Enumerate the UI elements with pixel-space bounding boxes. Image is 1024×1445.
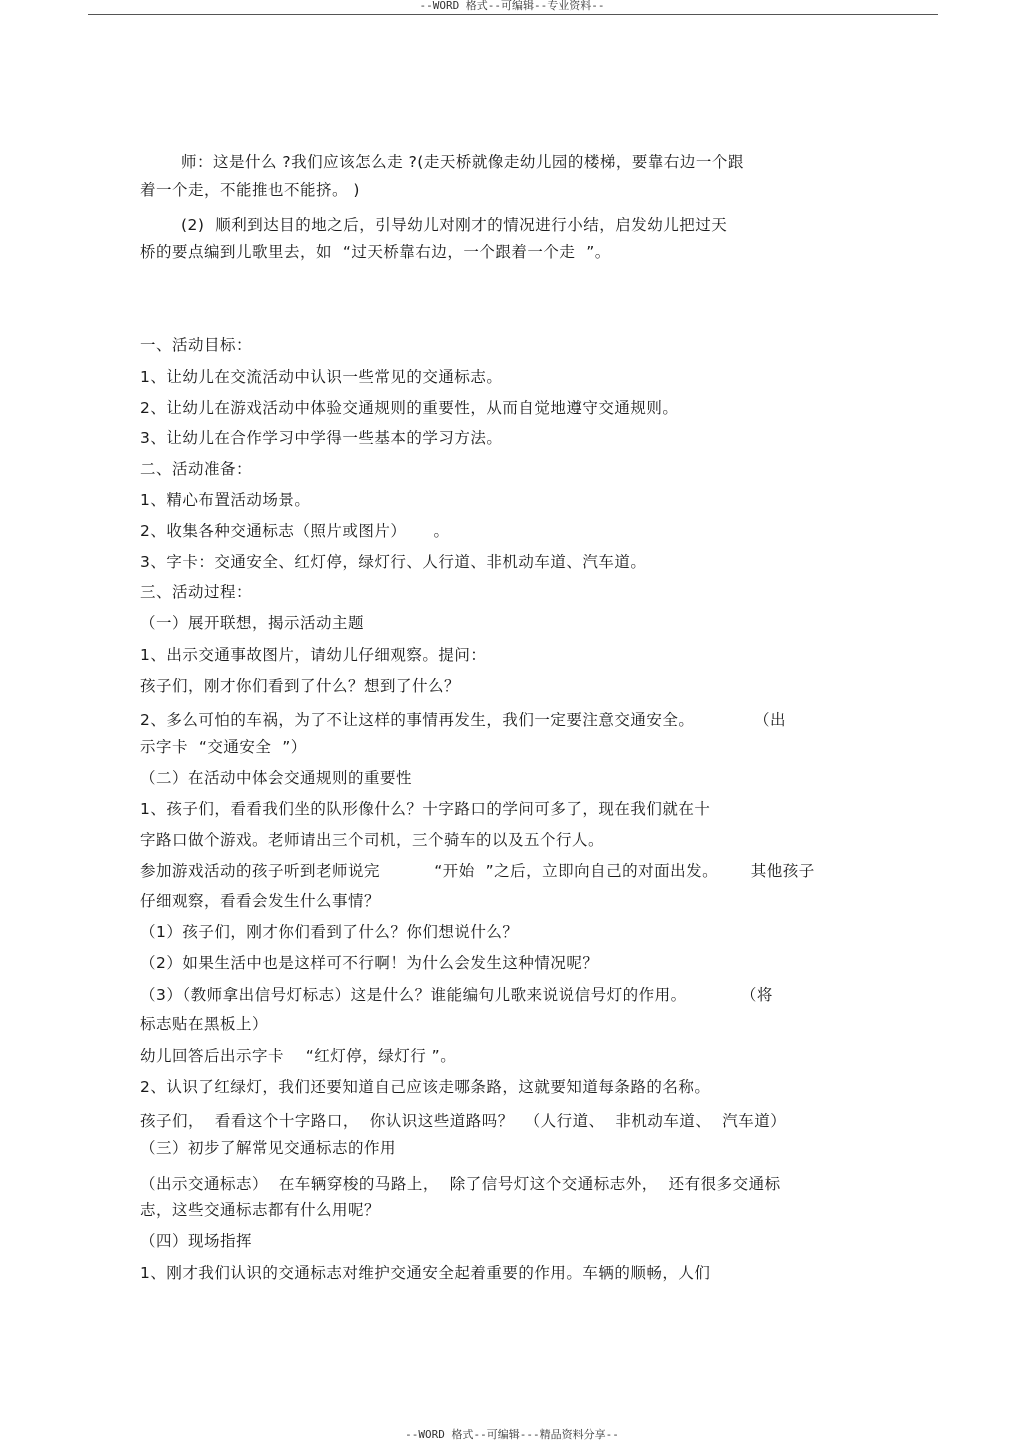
section-heading: 三、活动过程： [140,583,253,601]
page-header [0,0,1024,12]
body-line: 仔细观察，看看会发生什么事情？ [140,892,381,910]
body-line: （出示交通标志） 在车辆穿梭的马路上， 除了信号灯这个交通标志外， 还有很多交通标 [140,1175,781,1193]
body-line: （3）（教师拿出信号灯标志）这是什么？谁能编句儿歌来说说信号灯的作用。 （将 [140,986,773,1004]
body-line: 2、多么可怕的车祸，为了不让这样的事情再发生，我们一定要注意交通安全。 （出 [140,711,787,729]
body-line: 2、让幼儿在游戏活动中体验交通规则的重要性，从而自觉地遵守交通规则。 [140,399,679,417]
header-divider [88,14,938,15]
subsection-heading: （三）初步了解常见交通标志的作用 [140,1139,397,1157]
section-heading: 一、活动目标： [140,336,253,354]
body-line: 着一个走，不能推也不能挤。 ) [140,181,360,199]
body-line: 1、刚才我们认识的交通标志对维护交通安全起着重要的作用。车辆的顺畅，人们 [140,1264,711,1282]
body-line: 标志贴在黑板上） [140,1015,269,1033]
body-line: 1、出示交通事故图片，请幼儿仔细观察。提问： [140,646,487,664]
body-line: 2、认识了红绿灯，我们还要知道自己应该走哪条路，这就要知道每条路的名称。 [140,1078,711,1096]
body-line: 桥的要点编到儿歌里去，如 “过天桥靠右边，一个跟着一个走 ”。 [140,243,611,261]
body-line: 孩子们，刚才你们看到了什么？想到了什么？ [140,677,461,695]
body-line: 1、孩子们，看看我们坐的队形像什么？十字路口的学问可多了，现在我们就在十 [140,800,711,818]
body-line: 志，这些交通标志都有什么用呢？ [140,1201,381,1219]
body-line: 3、让幼儿在合作学习中学得一些基本的学习方法。 [140,429,503,447]
body-line: 幼儿回答后出示字卡 “红灯停，绿灯行 ”。 [140,1047,457,1065]
header-text: --WORD 格式--可编辑--专业资料-- [419,0,605,12]
page-footer [0,1429,1024,1441]
body-line: （1）孩子们，刚才你们看到了什么？你们想说什么？ [140,923,519,941]
body-line: 1、精心布置活动场景。 [140,491,311,509]
body-line: （2）如果生活中也是这样可不行啊！为什么会发生这种情况呢？ [140,954,599,972]
section-heading: 二、活动准备： [140,460,253,478]
body-line: 师：这是什么 ?我们应该怎么走 ?(走天桥就像走幼儿园的楼梯，要靠右边一个跟 [181,153,744,171]
subsection-heading: （二）在活动中体会交通规则的重要性 [140,769,413,787]
body-line: 孩子们， 看看这个十字路口， 你认识这些道路吗？ （人行道、 非机动车道、 汽车道） [140,1112,787,1130]
subsection-heading: （一）展开联想，揭示活动主题 [140,614,365,632]
body-line: 字路口做个游戏。老师请出三个司机，三个骑车的以及五个行人。 [140,831,605,849]
subsection-heading: （四）现场指挥 [140,1232,253,1250]
body-line: 参加游戏活动的孩子听到老师说完 “开始 ”之后，立即向自己的对面出发。 其他孩子 [140,862,815,880]
body-line: 1、让幼儿在交流活动中认识一些常见的交通标志。 [140,368,503,386]
body-line: (2) 顺利到达目的地之后，引导幼儿对刚才的情况进行小结，启发幼儿把过天 [181,216,728,234]
footer-text: --WORD 格式--可编辑---精品资料分享-- [405,1428,619,1441]
body-line: 2、收集各种交通标志（照片或图片） 。 [140,522,450,540]
body-line: 3、字卡：交通安全、红灯停，绿灯行、人行道、非机动车道、汽车道。 [140,553,647,571]
body-line: 示字卡 “交通安全 ”） [140,738,307,756]
